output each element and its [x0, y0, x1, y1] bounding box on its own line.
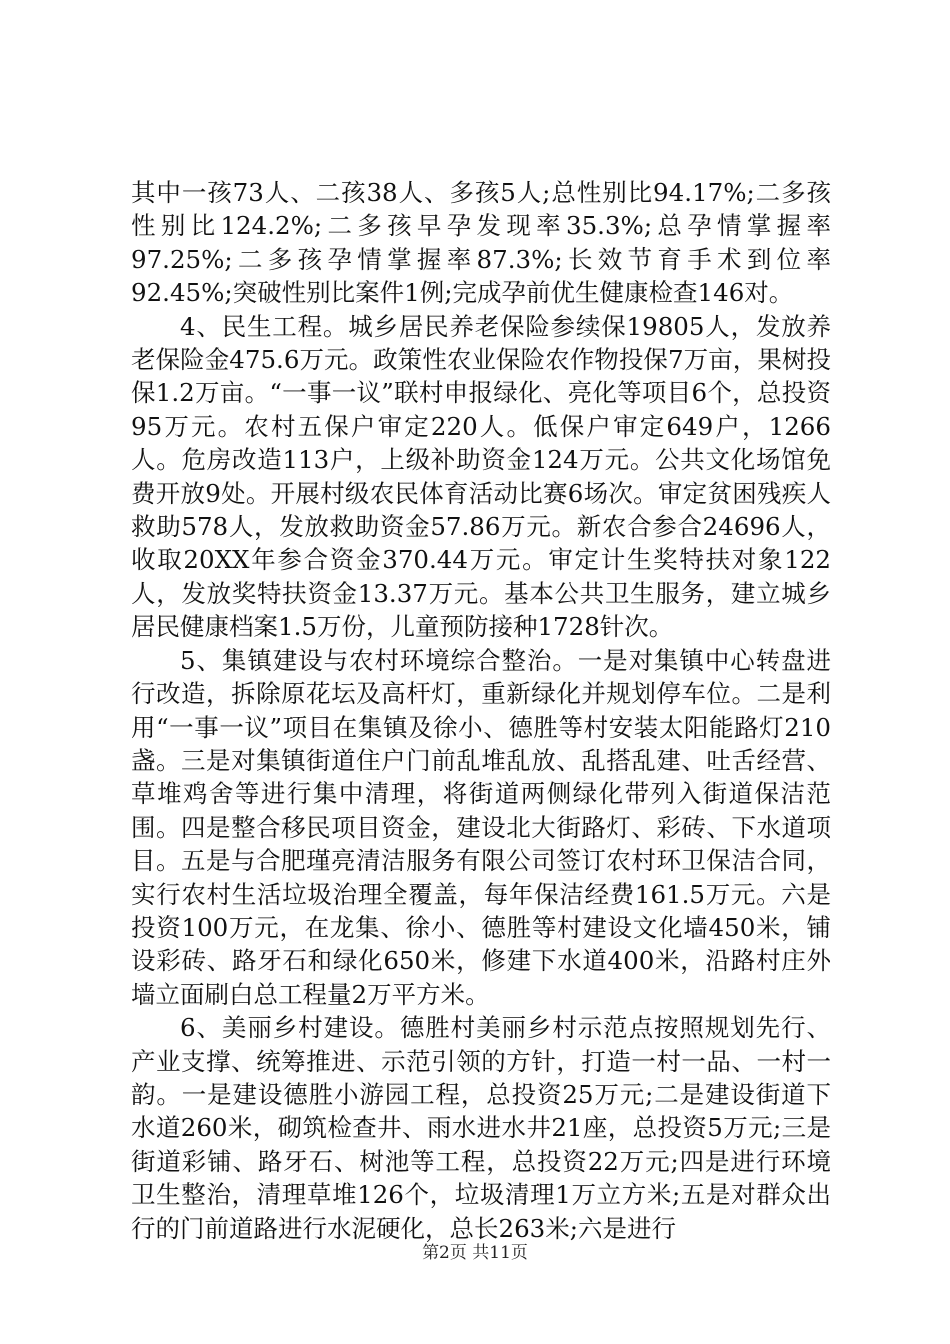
paragraph-beautiful-village: 6、美丽乡村建设。德胜村美丽乡村示范点按照规划先行、产业支撑、统筹推进、示范引领的方针，打造一村一品、一村一韵。一是建设德胜小游园工程，总投资25万元;二是建设街道下水道260米，砌筑检查井、雨水进水井21座，总投资5万元;三是街道彩铺、路牙石、树池等工程，总投资22万元;四是进行环境卫生整治，清理草堆126个，垃圾清理1万立方米;五是对群众出行的门前道路进行水泥硬化，总长263米;六是进行: [131, 1013, 831, 1243]
paragraph-family-planning-continuation: 其中一孩73人、二孩38人、多孩5人;总性别比94.17%;二多孩性别比124.2%;二多孩早孕发现率35.3%;总孕情掌握率97.25%;二多孩孕情掌握率87.3%;长效节育手术到位率92.45%;突破性别比案件1例;完成孕前优生健康检查146对。: [131, 178, 831, 308]
paragraph-livelihood-projects: 4、民生工程。城乡居民养老保险参续保19805人，发放养老保险金475.6万元。政策性农业保险农作物投保7万亩，果树投保1.2万亩。“一事一议”联村申报绿化、亮化等项目6个，总投资95万元。农村五保户审定220人。低保户审定649户，1266人。危房改造113户，上级补助资金124万元。公共文化场馆免费开放9处。开展村级农民体育活动比赛6场次。审定贫困残疾人救助578人，发放救助资金57.86万元。新农合参合24696人，收取20XX年参合资金370.44万元。审定计生奖特扶对象122人，发放奖特扶资金13.37万元。基本公共卫生服务，建立城乡居民健康档案1.5万份，儿童预防接种1728针次。: [131, 311, 831, 642]
document-body: [131, 176, 831, 1245]
paragraph-town-construction: 5、集镇建设与农村环境综合整治。一是对集镇中心转盘进行改造，拆除原花坛及高杆灯，重新绿化并规划停车位。二是利用“一事一议”项目在集镇及徐小、德胜等村安装太阳能路灯210盏。三是对集镇街道住户门前乱堆乱放、乱搭乱建、吐舌经营、草堆鸡舍等进行集中清理，将街道两侧绿化带列入街道保洁范围。四是整合移民项目资金，建设北大街路灯、彩砖、下水道项目。五是与合肥瑾亮清洁服务有限公司签订农村环卫保洁合同，实行农村生活垃圾治理全覆盖，每年保洁经费161.5万元。六是投资100万元，在龙集、徐小、德胜等村建设文化墙450米，铺设彩砖、路牙石和绿化650米，修建下水道400米，沿路村庄外墙立面刷白总工程量2万平方米。: [131, 645, 831, 1009]
page-number-footer: 第2页 共11页: [422, 1243, 528, 1263]
